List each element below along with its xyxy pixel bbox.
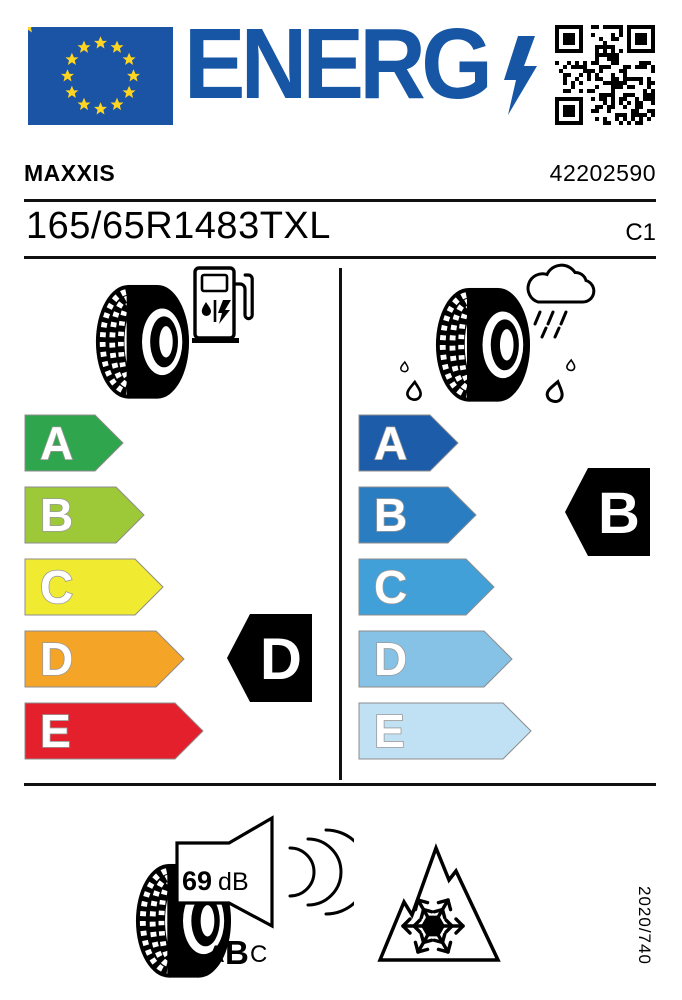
regulation-number: 2020/740	[635, 886, 654, 965]
tyre-designation: 165/65R1483TXL	[26, 205, 331, 247]
fuel-grade-A-arrow	[24, 414, 124, 472]
qr-code	[555, 25, 655, 125]
wet-rating-badge	[564, 467, 652, 557]
supplier-name: MAXXIS	[24, 160, 116, 186]
svg-text:E: E	[40, 705, 71, 757]
fuel-efficiency-icon	[88, 260, 263, 408]
wet-grade-C-arrow	[358, 558, 495, 616]
tyre-class: C1	[625, 219, 656, 246]
eu-flag	[28, 27, 173, 125]
fuel-grade-D-arrow	[24, 630, 185, 688]
fuel-rating-badge	[226, 613, 314, 703]
wet-grade-A-arrow	[358, 414, 459, 472]
fuel-grade-B-arrow	[24, 486, 145, 544]
scale-divider	[339, 268, 342, 780]
wet-grade-E-arrow	[358, 702, 532, 760]
sound-waves-icon	[290, 830, 354, 914]
divider-1	[24, 199, 656, 202]
svg-text:D: D	[260, 627, 302, 692]
svg-text:B: B	[598, 481, 640, 546]
fuel-pump-icon	[192, 268, 252, 343]
snow-grip-icon	[374, 838, 508, 970]
divider-3	[24, 783, 656, 786]
svg-text:C: C	[374, 561, 408, 613]
article-number: 42202590	[549, 160, 656, 186]
rain-drops	[535, 312, 566, 337]
svg-text:B: B	[40, 489, 74, 541]
svg-text:A: A	[40, 417, 74, 469]
wet-grade-D-arrow	[358, 630, 513, 688]
fuel-grade-C-arrow	[24, 558, 164, 616]
wet-grip-icon	[398, 254, 610, 436]
noise-class-a: A	[208, 941, 225, 968]
lightning-bolt-icon	[499, 36, 541, 116]
splash-drop	[407, 382, 420, 400]
svg-text:D: D	[374, 633, 408, 685]
noise-class-b: B	[225, 934, 249, 971]
svg-text:E: E	[374, 705, 405, 757]
fuel-grade-E-arrow	[24, 702, 204, 760]
svg-text:C: C	[40, 561, 74, 613]
wet-grade-B-arrow	[358, 486, 477, 544]
noise-class-c: C	[250, 941, 268, 968]
svg-text:D: D	[40, 633, 74, 685]
external-noise-icon	[112, 804, 354, 1000]
svg-text:B: B	[374, 489, 408, 541]
rain-cloud-icon	[528, 265, 594, 337]
energ-title: ENERG	[184, 8, 489, 120]
svg-text:A: A	[374, 417, 408, 469]
noise-value: 69 dB	[182, 866, 249, 896]
